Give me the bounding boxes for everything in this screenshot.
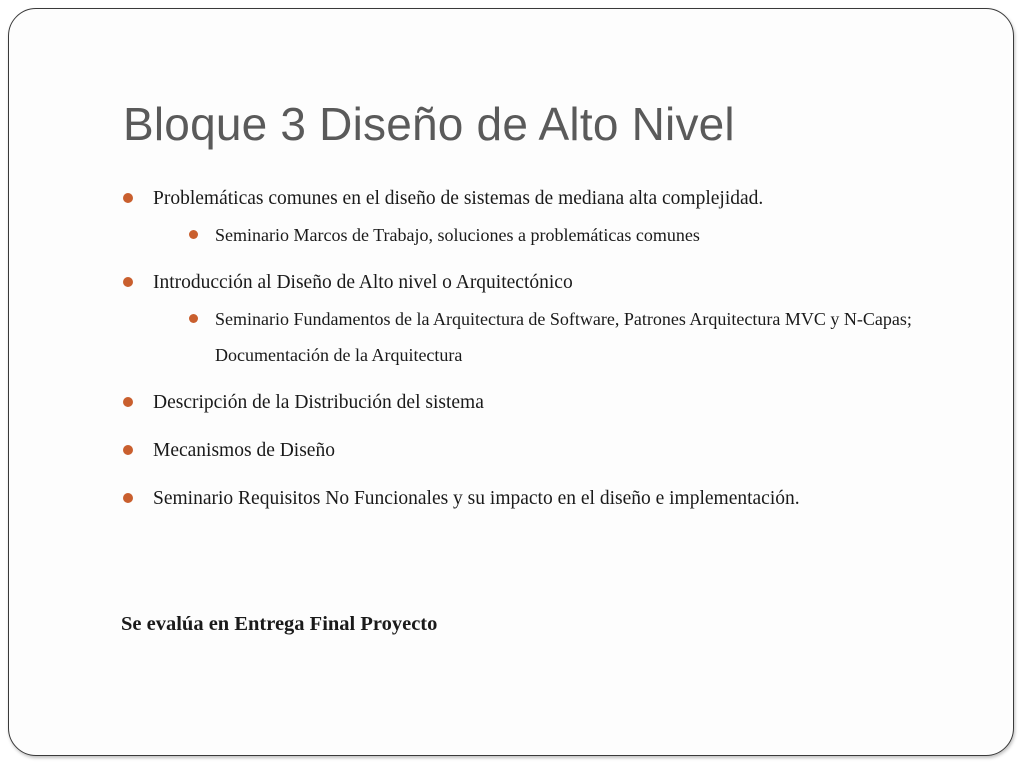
sub-bullet-item — [153, 301, 981, 373]
bullet-item — [121, 481, 981, 517]
bullet-item — [121, 385, 981, 421]
sub-bullet-item — [153, 217, 981, 253]
bullet-dot-icon — [189, 314, 198, 323]
bullet-dot-icon — [123, 397, 133, 407]
bullet-item — [121, 181, 981, 253]
sub-bullet-text: Seminario Marcos de Trabajo, soluciones a problemáticas comunes — [215, 225, 700, 245]
bullet-dot-icon — [123, 493, 133, 503]
bullet-dot-icon — [189, 230, 198, 239]
evaluation-note: Se evalúa en Entrega Final Proyecto — [121, 613, 438, 635]
bullet-item — [121, 433, 981, 469]
bullet-dot-icon — [123, 445, 133, 455]
bullet-list — [121, 181, 981, 517]
sub-bullet-text: Seminario Fundamentos de la Arquitectura de Software, Patrones Arquitectura MVC y N-Capas; Documentación de la Arquitectura — [215, 309, 912, 365]
bullet-text: Seminario Requisitos No Funcionales y su impacto en el diseño e implementación. — [153, 488, 800, 509]
sub-bullet-list — [153, 217, 981, 253]
bullet-dot-icon — [123, 193, 133, 203]
sub-bullet-list — [153, 301, 981, 373]
bullet-dot-icon — [123, 277, 133, 287]
slide-frame — [8, 8, 1014, 756]
bullet-item — [121, 265, 981, 373]
slide-content — [121, 181, 981, 529]
bullet-text: Introducción al Diseño de Alto nivel o Arquitectónico — [153, 272, 573, 293]
slide-title: Bloque 3 Diseño de Alto Nivel — [123, 98, 735, 150]
bullet-text: Problemáticas comunes en el diseño de sistemas de mediana alta complejidad. — [153, 188, 764, 209]
bullet-text: Mecanismos de Diseño — [153, 440, 335, 461]
bullet-text: Descripción de la Distribución del sistema — [153, 392, 484, 413]
